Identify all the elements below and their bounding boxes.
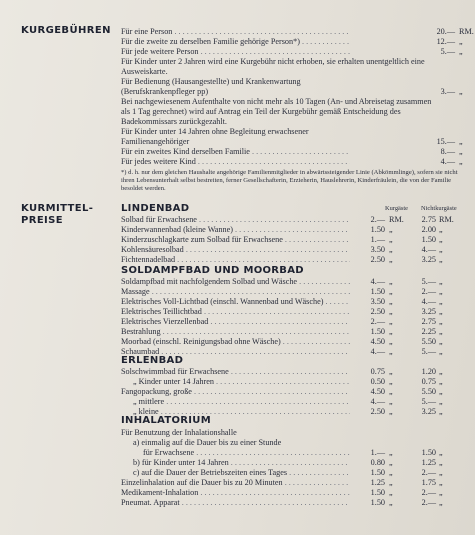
price-label: Einzelinhalation auf die Dauer bis zu 20 Minuten . . . — [121, 478, 350, 488]
price-row — [121, 317, 470, 327]
price-row — [121, 327, 470, 337]
price-value: 4.— — [370, 277, 385, 286]
price-row — [121, 287, 470, 297]
price-unit: RM. — [389, 215, 404, 224]
fee-label: Für Kinder unter 14 Jahren ohne Begleitung erwachsener Familienangehöriger — [121, 127, 309, 146]
price-value: 4.— — [421, 245, 436, 254]
price-unit: „ — [439, 448, 443, 457]
section-title-kurmittel-2: PREISE — [21, 215, 64, 226]
price-unit: „ — [389, 468, 393, 477]
fee-unit: „ — [459, 47, 463, 56]
price-row — [121, 438, 470, 448]
price-value: 2.— — [370, 317, 385, 326]
price-unit: „ — [439, 478, 443, 487]
fee-value: 8.— — [440, 147, 455, 156]
price-row — [121, 387, 470, 397]
price-value: 2.25 — [421, 327, 436, 336]
fee-value: 20.— — [436, 27, 455, 36]
fee-value: 3.— — [440, 87, 455, 96]
fee-unit: „ — [459, 157, 463, 166]
price-value: 4.— — [421, 297, 436, 306]
price-row — [121, 488, 470, 498]
fee-row — [121, 37, 470, 47]
price-label: „ Kinder unter 14 Jahren . . . — [133, 377, 350, 387]
price-unit: „ — [439, 287, 443, 296]
price-unit: „ — [389, 255, 393, 264]
price-value: 1.— — [370, 235, 385, 244]
price-unit: „ — [439, 488, 443, 497]
price-label: Soldampfbad mit nachfolgendem Solbad und Wäsche . . . — [121, 277, 350, 287]
price-row — [121, 277, 470, 287]
price-value: 0.75 — [421, 377, 436, 386]
fee-value: 5.— — [440, 47, 455, 56]
price-unit: „ — [389, 387, 393, 396]
group-title: INHALATORIUM — [121, 415, 211, 426]
price-value: 3.25 — [421, 255, 436, 264]
group-title: ERLENBAD — [121, 355, 184, 366]
section-title-kurmittel-1: KURMITTEL- — [21, 203, 94, 214]
fee-row — [121, 127, 470, 147]
fee-unit: „ — [459, 37, 463, 46]
price-unit: „ — [389, 458, 393, 467]
price-value: 1.50 — [370, 498, 385, 507]
price-value: 2.50 — [370, 255, 385, 264]
price-label: b) für Kinder unter 14 Jahren . . . — [133, 458, 350, 468]
fee-row — [121, 77, 470, 97]
price-unit: „ — [439, 307, 443, 316]
price-unit: „ — [389, 277, 393, 286]
price-value: 1.50 — [421, 235, 436, 244]
price-label: Kinderzuschlagkarte zum Solbad für Erwachsene . . . — [121, 235, 350, 245]
price-row — [121, 245, 470, 255]
price-value: 0.80 — [370, 458, 385, 467]
price-label: Für Benutzung der Inhalationshalle — [121, 428, 237, 437]
price-row — [121, 255, 470, 265]
price-row — [121, 337, 470, 347]
price-label: c) auf die Dauer der Betriebszeiten eines Tages . . . — [133, 468, 350, 478]
price-value: 0.50 — [370, 377, 385, 386]
price-value: 1.50 — [421, 448, 436, 457]
price-row — [121, 215, 470, 225]
price-unit: „ — [439, 498, 443, 507]
price-label: Bestrahlung . . . — [121, 327, 350, 337]
price-unit: „ — [389, 498, 393, 507]
price-value: 2.75 — [421, 317, 436, 326]
price-unit: RM. — [439, 215, 454, 224]
fee-label: Für jede weitere Person . . . — [121, 47, 350, 57]
price-value: 4.— — [370, 397, 385, 406]
price-unit: „ — [389, 245, 393, 254]
price-unit: „ — [389, 478, 393, 487]
fee-row — [121, 97, 470, 127]
column-header-kurgaeste: Kurgäste — [385, 205, 408, 212]
price-label: Solschwimmbad für Erwachsene . . . — [121, 367, 350, 377]
price-unit: „ — [389, 397, 393, 406]
price-unit: „ — [389, 297, 393, 306]
fee-value: 15.— — [436, 137, 455, 146]
price-unit: „ — [389, 307, 393, 316]
group-title: SOLDAMPFBAD UND MOORBAD — [121, 265, 304, 276]
price-unit: „ — [439, 367, 443, 376]
price-value: 3.25 — [421, 307, 436, 316]
price-unit: „ — [439, 317, 443, 326]
fee-row — [121, 47, 470, 57]
price-value: 2.— — [421, 287, 436, 296]
price-unit: „ — [439, 377, 443, 386]
price-value: 1.20 — [421, 367, 436, 376]
fee-label: Für die zweite zu derselben Familie gehörige Person*) . . . — [121, 37, 350, 47]
price-unit: „ — [389, 347, 393, 356]
fee-unit: „ — [459, 87, 463, 96]
price-value: 1.50 — [370, 327, 385, 336]
price-unit: „ — [389, 488, 393, 497]
fee-unit: RM. — [459, 27, 474, 36]
fee-label: Für ein zweites Kind derselben Familie . . . — [121, 147, 350, 157]
price-row — [121, 428, 470, 438]
price-unit: „ — [439, 347, 443, 356]
price-label: a) einmalig auf die Dauer bis zu einer Stunde — [133, 438, 282, 447]
price-label: Elektrisches Voll-Lichtbad (einschl. Wannenbad und Wäsche) . . . — [121, 297, 350, 307]
price-label: Schaumbad . . . — [121, 347, 350, 357]
price-unit: „ — [389, 225, 393, 234]
price-label: für Erwachsene . . . — [143, 448, 350, 458]
price-unit: „ — [439, 337, 443, 346]
column-header-nichtkurgaeste: Nichtkurgäste — [421, 205, 457, 212]
price-label: Elektrisches Vierzellenbad . . . — [121, 317, 350, 327]
price-label: Pneumat. Apparat . . . — [121, 498, 350, 508]
price-row — [121, 307, 470, 317]
price-value: 2.75 — [421, 215, 436, 224]
price-label: „ mittlere . . . — [133, 397, 350, 407]
price-row — [121, 478, 470, 488]
price-unit: „ — [389, 287, 393, 296]
price-label: „ kleine . . . — [133, 407, 350, 417]
price-value: 4.50 — [370, 337, 385, 346]
price-unit: „ — [389, 377, 393, 386]
price-label: Moorbad (einschl. Reinigungsbad ohne Wäsche) . . . — [121, 337, 350, 347]
fee-row — [121, 157, 470, 167]
section-title-kurgebuehren: KURGEBÜHREN — [21, 25, 111, 36]
price-unit: „ — [439, 225, 443, 234]
price-value: 2.50 — [370, 307, 385, 316]
price-row — [121, 498, 470, 508]
price-unit: „ — [439, 458, 443, 467]
price-label: Fichtennadelbad . . . — [121, 255, 350, 265]
price-row — [121, 235, 470, 245]
price-label: Fangopackung, große . . . — [121, 387, 350, 397]
price-value: 1.50 — [370, 287, 385, 296]
price-value: 1.50 — [370, 468, 385, 477]
price-value: 5.— — [421, 277, 436, 286]
price-unit: „ — [439, 387, 443, 396]
fee-label: Für jedes weitere Kind . . . — [121, 157, 350, 167]
price-label: Medikament-Inhalation . . . — [121, 488, 350, 498]
price-unit: „ — [389, 327, 393, 336]
price-label: Solbad für Erwachsene . . . — [121, 215, 350, 225]
price-value: 2.— — [421, 468, 436, 477]
price-unit: „ — [439, 327, 443, 336]
fee-label: Bei nachgewiesenem Aufenthalte von nicht mehr als 10 Tagen (An- und Abreisetag zusammen als 1 Tag gerechnet) wird auf Antrag ein Teil der Kurgebühr gemäß Entscheidung des Badekommissars zurückgezahlt. — [121, 97, 432, 126]
price-value: 3.50 — [370, 297, 385, 306]
fee-label: Für eine Person . . . — [121, 27, 350, 37]
fee-row — [121, 147, 470, 157]
price-unit: „ — [389, 367, 393, 376]
price-row — [121, 458, 470, 468]
fee-unit: „ — [459, 137, 463, 146]
price-unit: „ — [439, 468, 443, 477]
price-row — [121, 448, 470, 458]
price-value: 5.— — [421, 397, 436, 406]
price-value: 2.— — [421, 488, 436, 497]
price-row — [121, 225, 470, 235]
price-unit: „ — [439, 245, 443, 254]
price-value: 5.50 — [421, 387, 436, 396]
price-unit: „ — [389, 235, 393, 244]
price-value: 2.— — [421, 498, 436, 507]
price-row — [121, 367, 470, 377]
price-unit: „ — [389, 448, 393, 457]
fee-row — [121, 57, 470, 77]
price-unit: „ — [389, 337, 393, 346]
price-value: 2.50 — [370, 407, 385, 416]
price-unit: „ — [439, 255, 443, 264]
price-row — [121, 397, 470, 407]
price-row — [121, 297, 470, 307]
price-value: 4.— — [370, 347, 385, 356]
price-unit: „ — [389, 407, 393, 416]
price-value: 3.25 — [421, 407, 436, 416]
price-label: Kohlensäuresolbad . . . — [121, 245, 350, 255]
price-value: 2.— — [370, 215, 385, 224]
fee-unit: „ — [459, 147, 463, 156]
price-label: Elektrisches Teillichtbad . . . — [121, 307, 350, 317]
price-unit: „ — [439, 277, 443, 286]
footnote: *) d. h. nur dem gleichen Haushalte angehörige Familienmitglieder in abwärtssteigender Linie (Abkömmlinge), sofern sie nicht ihren Lebensunterhalt selbst bestreiten, ferner Gesellschafterin, Erzieherin, Hauslehrerin, Kinderfräulein, die von der Familie besoldet werden. — [121, 169, 458, 192]
price-value: 1.50 — [370, 488, 385, 497]
price-value: 1.— — [370, 448, 385, 457]
price-unit: „ — [389, 317, 393, 326]
price-value: 2.00 — [421, 225, 436, 234]
price-value: 1.25 — [421, 458, 436, 467]
price-row — [121, 377, 470, 387]
price-value: 4.50 — [370, 387, 385, 396]
price-row — [121, 468, 470, 478]
price-value: 1.25 — [370, 478, 385, 487]
price-value: 5.— — [421, 347, 436, 356]
fee-row — [121, 27, 474, 37]
price-value: 0.75 — [370, 367, 385, 376]
price-label: Massage . . . — [121, 287, 350, 297]
price-value: 1.75 — [421, 478, 436, 487]
price-unit: „ — [439, 235, 443, 244]
fee-value: 12.— — [436, 37, 455, 46]
group-title-lindenbad: LINDENBAD — [121, 203, 190, 214]
price-unit: „ — [439, 297, 443, 306]
price-value: 1.50 — [370, 225, 385, 234]
price-unit: „ — [439, 407, 443, 416]
fee-value: 4.— — [440, 157, 455, 166]
price-value: 3.50 — [370, 245, 385, 254]
price-unit: „ — [439, 397, 443, 406]
fee-label: Für Kinder unter 2 Jahren wird eine Kurgebühr nicht erhoben, sie erhalten unentgeltlich eine Ausweiskarte. — [121, 57, 425, 76]
fee-label: Für Bedienung (Hausangestellte) und Krankenwartung (Berufskrankenpfleger pp) — [121, 77, 301, 96]
price-value: 5.50 — [421, 337, 436, 346]
price-label: Kinderwannenbad (kleine Wanne) . . . — [121, 225, 350, 235]
